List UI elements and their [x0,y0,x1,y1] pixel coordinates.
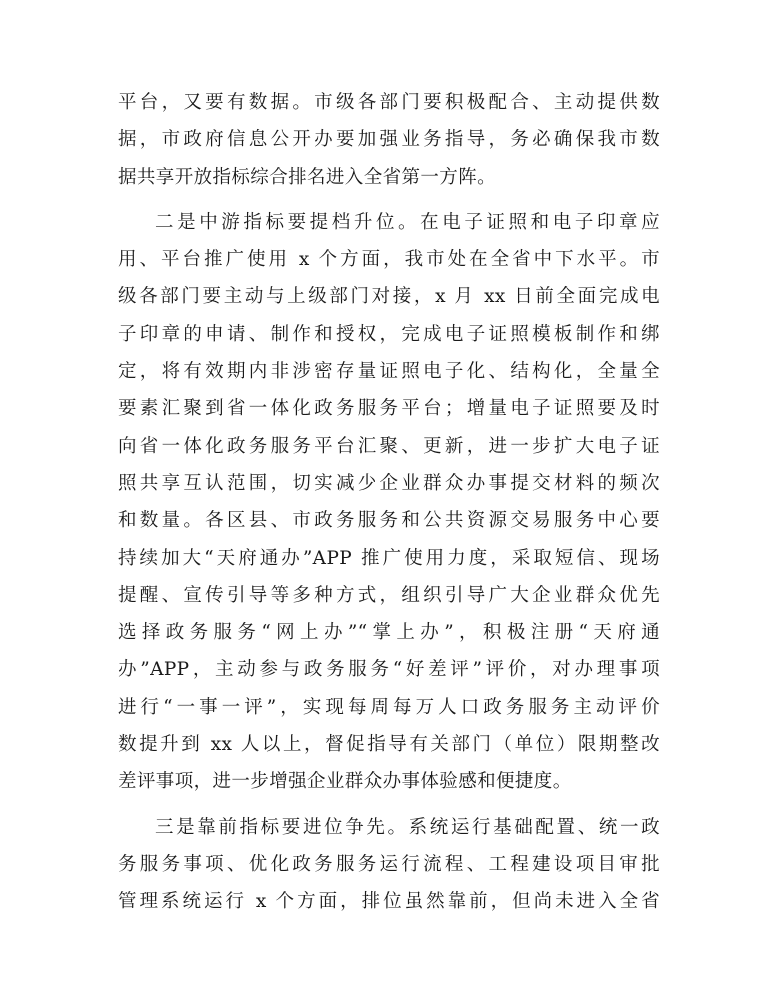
text-line: 选择政务服务“网上办”“掌上办”，积极注册“天府通 [118,622,660,644]
text-line: 级各部门要主动与上级部门对接，x 月 xx 日前全面完成电 [118,286,660,308]
document-page [118,84,660,921]
text-line: 办”APP，主动参与政务服务“好差评”评价，对办理事项 [118,659,660,681]
text-line: 平台，又要有数据。市级各部门要积极配合、主动提供数 [118,92,660,113]
text-line: 三是靠前指标要进位争先。系统运行基础配置、统一政 [155,816,660,838]
paragraph-3 [118,809,660,921]
text-line: 进行“一事一评”，实现每周每万人口政务服务主动评价 [118,696,660,718]
text-line: 提醒、宣传引导等多种方式，组织引导广大企业群众优先 [118,584,660,606]
text-line: 子印章的申请、制作和授权，完成电子证照模板制作和绑 [118,323,660,345]
paragraph-2 [118,204,660,801]
text-line: 照共享互认范围，切实减少企业群众办事提交材料的频次 [118,472,660,494]
text-line: 务服务事项、优化政务服务运行流程、工程建设项目审批 [118,853,660,875]
paragraph-1 [118,84,660,196]
text-line: 向省一体化政务服务平台汇聚、更新，进一步扩大电子证 [118,435,660,457]
text-line: 用、平台推广使用 x 个方面，我市处在全省中下水平。市 [118,249,660,271]
text-line: 持续加大“天府通办”APP 推广使用力度，采取短信、现场 [118,547,660,569]
text-line: 差评事项，进一步增强企业群众办事体验感和便捷度。 [118,771,572,793]
text-line: 数提升到 xx 人以上，督促指导有关部门（单位）限期整改 [118,734,660,756]
text-line: 二是中游指标要提档升位。在电子证照和电子印章应 [155,211,660,233]
text-line: 要素汇聚到省一体化政务服务平台；增量电子证照要及时 [118,398,660,420]
text-line: 据共享开放指标综合排名进入全省第一方阵。 [118,166,497,188]
text-line: 定，将有效期内非涉密存量证照电子化、结构化，全量全 [118,361,660,383]
text-line: 管理系统运行 x 个方面，排位虽然靠前，但尚未进入全省 [118,891,660,913]
text-line: 和数量。各区县、市政务服务和公共资源交易服务中心要 [118,510,660,532]
text-line: 据，市政府信息公开办要加强业务指导，务必确保我市数 [118,129,660,151]
